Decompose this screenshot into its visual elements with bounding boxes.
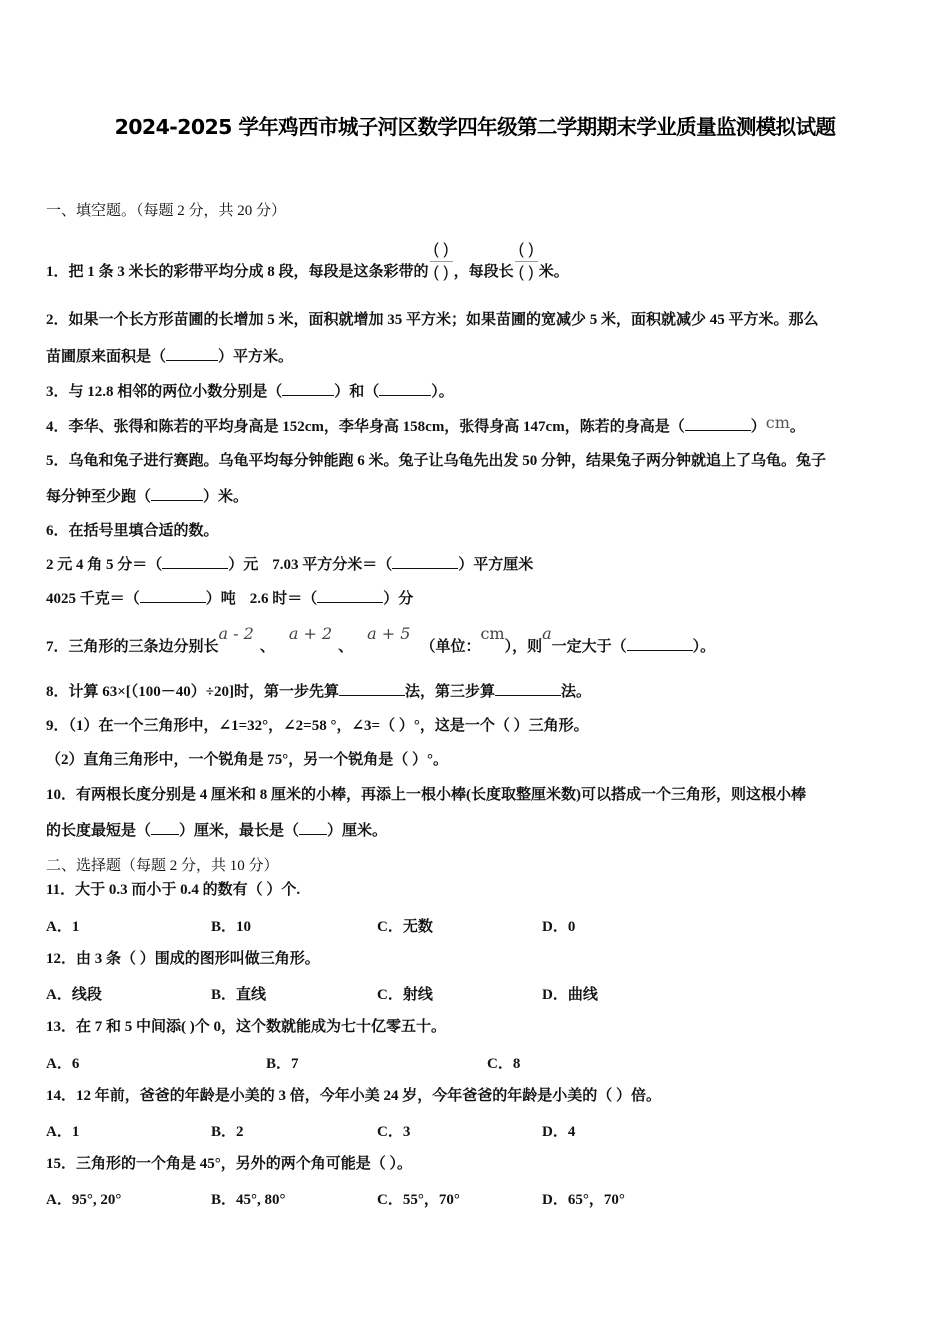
q1-fraction-blank-1[interactable]: $\frac{( )}{( )}$ [430, 239, 453, 284]
q15-option-d[interactable]: D．65°，70° [542, 1192, 625, 1208]
question-9-part-2: （2）直角三角形中，一个锐角是 75°，另一个锐角是（ ）°。 [46, 752, 448, 768]
section-heading-multiple-choice: 二、选择题（每题 2 分，共 10 分） [46, 858, 279, 874]
q11-option-a[interactable]: A．1 [46, 919, 80, 935]
q15-option-b[interactable]: B．45°, 80° [211, 1192, 286, 1208]
q12-option-d[interactable]: D．曲线 [542, 987, 598, 1003]
q14-option-d[interactable]: D．4 [542, 1124, 576, 1140]
q7-answer-blank[interactable] [627, 637, 693, 651]
q7-side-1: a - 2 [218, 624, 254, 643]
q15-option-c[interactable]: C．55°，70° [377, 1192, 460, 1208]
q11-option-c[interactable]: C．无数 [377, 919, 433, 935]
q1-fraction-blank-2[interactable]: $\frac{( )}{( )}$ [515, 239, 538, 284]
q4-answer-blank[interactable] [685, 417, 751, 431]
question-9-part-1: 9．（1）在一个三角形中，∠1=32°，∠2=58 °，∠3=（ ）°，这是一个（ ）三角形。 [46, 718, 589, 734]
q12-option-c[interactable]: C．射线 [377, 987, 433, 1003]
q3-answer-blank-2[interactable] [379, 382, 431, 396]
question-12-stem: 12．由 3 条（ ）围成的图形叫做三角形。 [46, 951, 320, 967]
q7-variable-a: a [542, 624, 552, 643]
question-14-stem: 14．12 年前，爸爸的年龄是小美的 3 倍，今年小美 24 岁，今年爸爸的年龄是小美的（ ）倍。 [46, 1088, 662, 1104]
question-6-row-1: 2 元 4 角 5 分＝（ ）元 7.03 平方分米＝（ ）平方厘米 [46, 557, 534, 573]
question-5-line-2: 每分钟至少跑（ ）米。 [46, 489, 249, 505]
q7-side-3: a + 5 [367, 624, 411, 643]
q8-blank-step-3[interactable] [495, 682, 561, 696]
q7-unit-cm: cm [480, 624, 505, 643]
q15-option-a[interactable]: A．95°, 20° [46, 1192, 122, 1208]
question-2-line-1: 2．如果一个长方形苗圃的长增加 5 米，面积就增加 35 平方米；如果苗圃的宽减少 5 米，面积就减少 45 平方米。那么 [46, 312, 819, 328]
q14-option-a[interactable]: A．1 [46, 1124, 80, 1140]
q6-blank-yuan[interactable] [162, 555, 228, 569]
question-2-line-2: 苗圃原来面积是（ ）平方米。 [46, 349, 294, 365]
document-title: 2024-2025 学年鸡西市城子河区数学四年级第二学期期末学业质量监测模拟试题 [114, 115, 836, 139]
q3-answer-blank-1[interactable] [282, 382, 334, 396]
q6-blank-square-cm[interactable] [392, 555, 458, 569]
q14-option-c[interactable]: C．3 [377, 1124, 411, 1140]
q12-option-a[interactable]: A．线段 [46, 987, 102, 1003]
q13-option-a[interactable]: A．6 [46, 1056, 80, 1072]
q12-option-b[interactable]: B．直线 [211, 987, 267, 1003]
question-13-stem: 13．在 7 和 5 中间添( )个 0，这个数就能成为七十亿零五十。 [46, 1019, 446, 1035]
question-1 [46, 241, 569, 295]
q11-option-d[interactable]: D．0 [542, 919, 576, 935]
q7-side-2: a + 2 [288, 624, 333, 643]
q14-option-b[interactable]: B．2 [211, 1124, 244, 1140]
q1-text-a: 1．把 1 条 3 米长的彩带平均分成 8 段，每段是这条彩带的 [46, 263, 429, 280]
question-3: 3．与 12.8 相邻的两位小数分别是（ ）和（ ）。 [46, 384, 454, 400]
q8-blank-step-1[interactable] [339, 682, 405, 696]
q1-text-c: 米。 [538, 263, 569, 280]
question-8: 8．计算 63×[（100－40）÷20]时，第一步先算 法，第三步算 法。 [46, 684, 592, 700]
q6-blank-minutes[interactable] [317, 589, 383, 603]
question-10-line-1: 10．有两根长度分别是 4 厘米和 8 厘米的小棒，再添上一根小棒(长度取整厘米数)可以搭成一个三角形，则这根小棒 [46, 787, 806, 803]
q6-blank-ton[interactable] [140, 589, 206, 603]
question-4: 4．李华、张得和陈若的平均身高是 152cm，李华身高 158cm，张得身高 147cm，陈若的身高是（ ）cm。 [46, 413, 805, 435]
q13-option-c[interactable]: C．8 [487, 1056, 521, 1072]
question-15-stem: 15．三角形的一个角是 45°，另外的两个角可能是（ ）。 [46, 1156, 413, 1172]
q4-unit-cm: cm [765, 413, 790, 432]
q1-text-b: ，每段长 [453, 263, 514, 280]
q13-option-b[interactable]: B．7 [266, 1056, 299, 1072]
question-7: 7．三角形的三条边分别长a - 2、a + 2、a + 5（单位：cm），则a一定大于（ ）。 [46, 624, 716, 655]
question-5-line-1: 5．乌龟和兔子进行赛跑。乌龟平均每分钟能跑 6 米。兔子让乌龟先出发 50 分钟，结果兔子两分钟就追上了乌龟。兔子 [46, 453, 827, 469]
question-6-heading: 6．在括号里填合适的数。 [46, 523, 219, 539]
q10-blank-min[interactable] [151, 821, 179, 835]
q11-option-b[interactable]: B．10 [211, 919, 252, 935]
q10-blank-max[interactable] [299, 821, 327, 835]
question-11-stem: 11．大于 0.3 而小于 0.4 的数有（ ）个. [46, 882, 301, 898]
q5-answer-blank[interactable] [151, 487, 203, 501]
q2-answer-blank[interactable] [166, 347, 218, 361]
question-6-row-2: 4025 千克＝（ ）吨 2.6 时＝（ ）分 [46, 591, 414, 607]
question-10-line-2: 的长度最短是（ ）厘米，最长是（ ）厘米。 [46, 823, 388, 839]
section-heading-fill-in: 一、填空题。（每题 2 分，共 20 分） [46, 203, 287, 219]
